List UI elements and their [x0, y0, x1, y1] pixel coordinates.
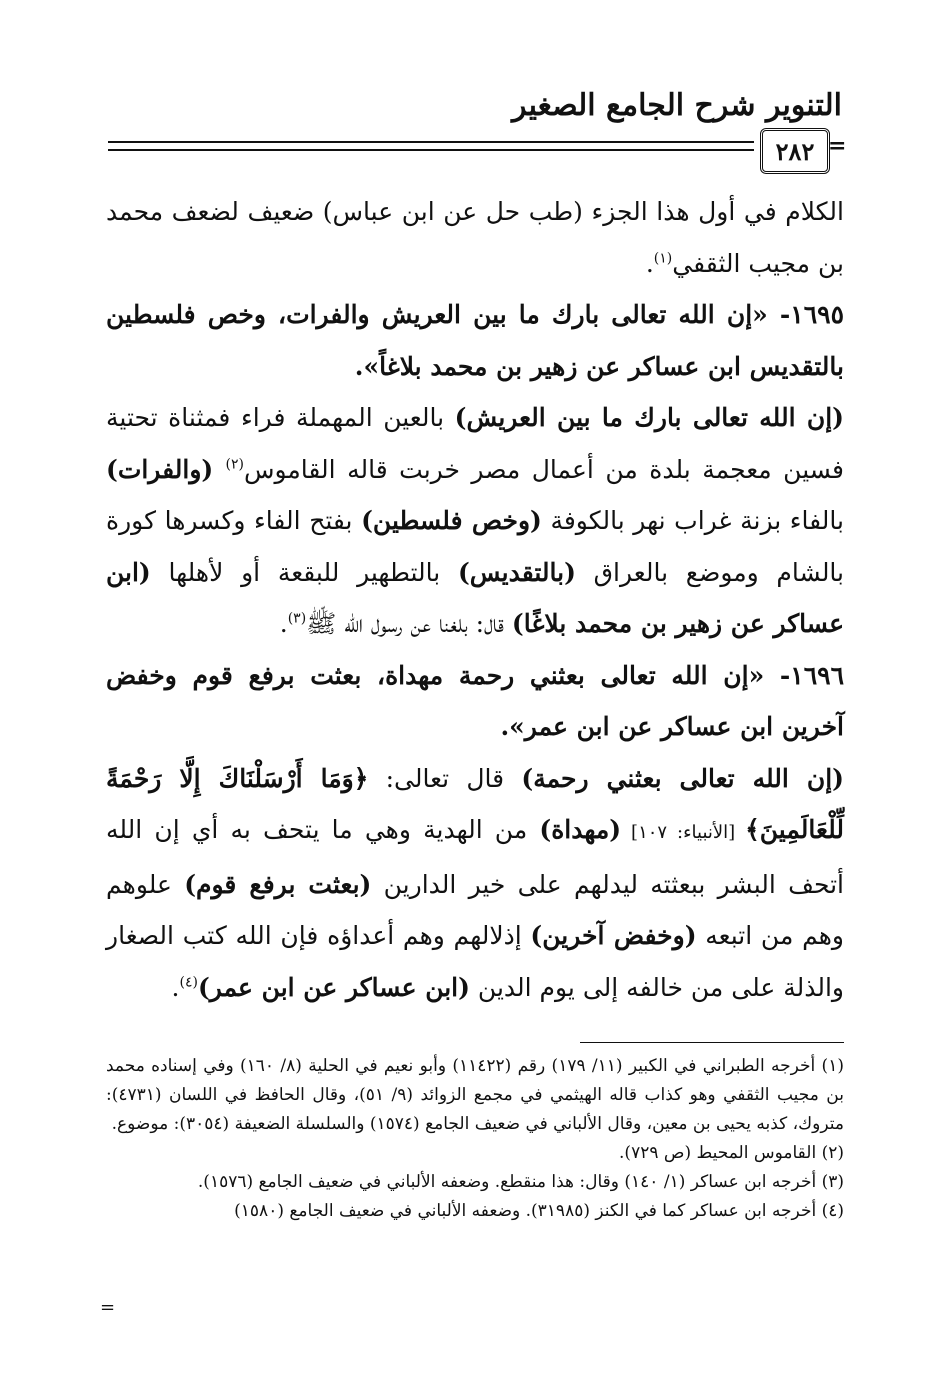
- header-rule-bottom: [108, 149, 754, 151]
- footnote-1: (١) أخرجه الطبراني في الكبير (١١/ ١٧٩) رقم (١١٤٢٢) وأبو نعيم في الحلية (٨/ ١٦٠) وفي إسناده محمد بن مجيب الثقفي وهو كذاب قاله الهيثمي في مجمع الزوائد (٩/ ٥١)، وقال الحافظ في اللسان (٤٧٣١): متروك، كذبه يحيى بن معين، وقال الألباني في ضعيف الجامع (١٥٧٤) والسلسلة الضعيفة (٣٠٥٤): موضوع.: [106, 1056, 844, 1134]
- hadith-1696: [106, 650, 844, 753]
- footnote-ref-2: (٢): [225, 456, 244, 473]
- footnote-ref-1: (١): [653, 250, 673, 267]
- paragraph-intro: الكلام في أول هذا الجزء (طب حل عن ابن عباس) ضعيف لضعف محمد بن مجيب الثقفي$^{(١)}$.: [106, 197, 844, 278]
- footnote-continuation-mark: =: [100, 1297, 116, 1318]
- commentary-1696: (إن الله تعالى بعثني رحمة) قال تعالى: ﴿وَمَا أَرْسَلْنَاكَ إِلَّا رَحْمَةً لِّلْعَالَمِينَ﴾ [الأنبياء: ١٠٧] (مهداة) من الهدية وهي ما يتحف به أي إن الله أتحف البشر ببعثته ليدلهم على خير الدارين (بعثت برفع قوم) علوهم وهم من اتبعه (وخفض آخرين) إذلالهم وهم أعداؤه فإن الله كتب الصغار والذلة على من خالفه إلى يوم الدين (ابن عساكر عن ابن عمر)$^{(٤)}$.: [106, 763, 845, 1002]
- quran-verse: ﴿وَمَا أَرْسَلْنَاكَ إِلَّا رَحْمَةً لِّلْعَالَمِينَ﴾: [106, 763, 844, 844]
- page-number: ٢٨٢: [775, 136, 815, 166]
- commentary-1695: (إن الله تعالى بارك ما بين العريش) بالعين المهملة فراء فمثناة تحتية فسين معجمة بلدة من أعمال مصر خربت قاله القاموس$^{(٢)}$ (والفرات) بالفاء بزنة غراب نهر بالكوفة (وخص فلسطين) بفتح الفاء وكسرها كورة بالشام وموضع بالعراق (بالتقديس) بالتطهير للبقعة أو لأهلها (ابن عساكر عن زهير بن محمد بلاغًا) قال: بلغنا عن رسول الله ﷺ$^{(٣)}$.: [106, 403, 845, 638]
- footnotes: [106, 1052, 844, 1226]
- running-header-title: التنوير شرح الجامع الصغير: [512, 88, 842, 123]
- footnote-ref-3: (٣): [287, 610, 307, 627]
- footnote-separator: [580, 1042, 844, 1043]
- footnote-3: (٣) أخرجه ابن عساكر (١/ ١٤٠) وقال: هذا منقطع. وضعفه الألباني في ضعيف الجامع (١٥٧٦).: [197, 1172, 844, 1192]
- hadith-1695: [106, 289, 844, 392]
- quran-citation: [الأنبياء: ١٠٧]: [621, 822, 746, 843]
- footnote-4: (٤) أخرجه ابن عساكر كما في الكنز (٣١٩٨٥). وضعفه الألباني في ضعيف الجامع (١٥٨٠): [234, 1201, 844, 1221]
- main-text: [106, 186, 844, 1013]
- page-number-box: [760, 128, 830, 174]
- hadith-text-1695: «إن الله تعالى بارك ما بين العريش والفرات، وخص فلسطين بالتقديس ابن عساكر عن زهير بن محمد بلاغاً».: [106, 300, 844, 381]
- footnote-ref-4: (٤): [179, 974, 198, 991]
- hadith-number-1695: ١٦٩٥-: [767, 300, 844, 329]
- footnote-2: (٢) القاموس المحيط (ص ٧٢٩).: [619, 1143, 844, 1163]
- header-rule-top: [108, 141, 754, 143]
- hadith-text-1696: «إن الله تعالى بعثني رحمة مهداة، بعثت برفع قوم وخفض آخرين ابن عساكر عن ابن عمر».: [106, 660, 844, 741]
- hadith-number-1696: ١٦٩٦-: [764, 660, 844, 690]
- page-number-dash: =: [828, 133, 847, 159]
